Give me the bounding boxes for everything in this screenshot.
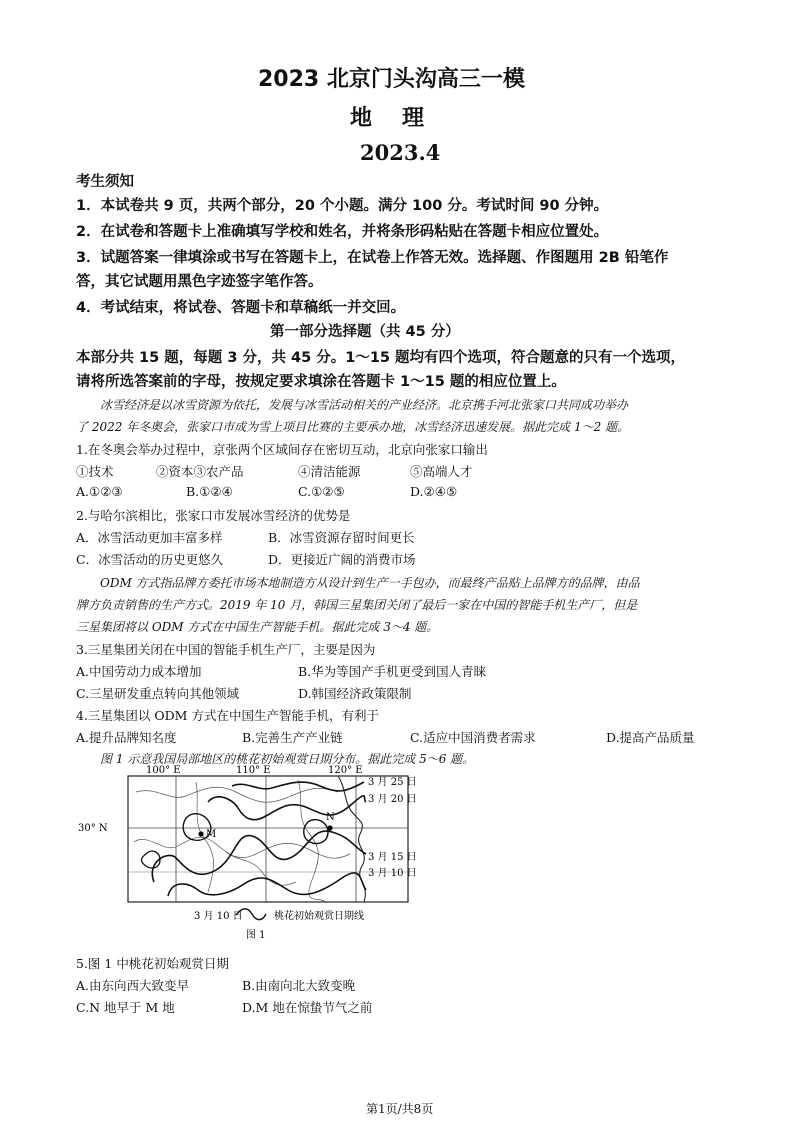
part1-intro: 请将所选答案前的字母，按规定要求填涂在答题卡 1～15 题的相应位置上。 bbox=[76, 374, 566, 390]
notice-item: 3．试题答案一律填涂或书写在答题卡上，在试卷上作答无效。选择题、作图题用 2B 铅笔作 bbox=[76, 250, 669, 266]
figure-caption: 图 1 bbox=[246, 930, 266, 940]
option: A.①②③ bbox=[76, 484, 123, 499]
coastline bbox=[338, 776, 365, 902]
exam-date: 2023.4 bbox=[360, 140, 441, 165]
option: C.三星研发重点转向其他领域 bbox=[76, 686, 240, 701]
lon-label-110: 110° E bbox=[236, 765, 271, 776]
isoline-label: 3 月 20 日 bbox=[368, 794, 416, 805]
passage-line: 牌方负责销售的生产方式。2019 年 10 月，韩国三星集团关闭了最后一家在中国的智能手机生产厂，但是 bbox=[76, 598, 638, 612]
option: B.华为等国产手机更受到国人青睐 bbox=[298, 664, 487, 679]
map-figure bbox=[76, 762, 416, 940]
option: D.提高产品质量 bbox=[606, 730, 695, 745]
option: A.提升品牌知名度 bbox=[76, 730, 177, 745]
isoline-label: 3 月 10 日 bbox=[368, 868, 416, 879]
peach-blossom-map bbox=[76, 762, 416, 940]
q1-item: ④清洁能源 bbox=[298, 464, 361, 479]
point-n-label: N bbox=[326, 812, 335, 823]
option: B.由南向北大致变晚 bbox=[242, 978, 356, 993]
point-m-label: M bbox=[206, 829, 217, 840]
passage-line: 图 1 示意我国局部地区的桃花初始观赏日期分布。据此完成 5～6 题。 bbox=[100, 752, 475, 766]
option: C.N 地早于 M 地 bbox=[76, 1000, 175, 1015]
question-stem: 4.三星集团以 ODM 方式在中国生产智能手机，有利于 bbox=[76, 708, 379, 723]
isoline-mar-10 bbox=[168, 873, 366, 896]
notice-item: 答，其它试题用黑色字迹签字笔作答。 bbox=[76, 274, 323, 290]
option: D．更接近广阔的消费市场 bbox=[268, 552, 416, 567]
passage-line: ODM 方式指品牌方委托市场本地制造方从设计到生产一手包办，而最终产品贴上品牌方的品牌，由品 bbox=[100, 576, 640, 590]
option: A．冰雪活动更加丰富多样 bbox=[76, 530, 223, 545]
notice-item: 4．考试结束，将试卷、答题卡和草稿纸一并交回。 bbox=[76, 300, 406, 316]
option: B.①②④ bbox=[186, 484, 233, 499]
subject-title: 地理 bbox=[350, 106, 455, 131]
option: C.适应中国消费者需求 bbox=[410, 730, 536, 745]
question-stem: 3.三星集团关闭在中国的智能手机生产厂，主要是因为 bbox=[76, 642, 376, 657]
passage-line: 三星集团将以 ODM 方式在中国生产智能手机。据此完成 3～4 题。 bbox=[76, 620, 439, 634]
option: A.由东向西大致变早 bbox=[76, 978, 190, 993]
lon-label-120: 120° E bbox=[328, 765, 363, 776]
isoline-label: 3 月 25 日 bbox=[368, 777, 416, 788]
notice-item: 2．在试卷和答题卡上准确填写学校和姓名，并将条形码粘贴在答题卡相应位置处。 bbox=[76, 224, 609, 240]
exam-title: 2023 北京门头沟高三一模 bbox=[258, 67, 525, 92]
option: B．冰雪资源存留时间更长 bbox=[268, 530, 415, 545]
part1-heading: 第一部分选择题（共 45 分） bbox=[270, 324, 460, 340]
notice-heading: 考生须知 bbox=[76, 174, 134, 190]
option: C．冰雪活动的历史更悠久 bbox=[76, 552, 224, 567]
question-stem: 2.与哈尔滨相比，张家口市发展冰雪经济的优势是 bbox=[76, 508, 351, 523]
map-frame bbox=[128, 776, 408, 902]
lat-label-30: 30° N bbox=[78, 823, 108, 834]
option: D.韩国经济政策限制 bbox=[298, 686, 412, 701]
boundary-line bbox=[298, 780, 326, 902]
option: A.中国劳动力成本增加 bbox=[76, 664, 202, 679]
isoline-mar-20 bbox=[208, 796, 366, 820]
point-m bbox=[198, 831, 203, 836]
boundary-line bbox=[136, 787, 338, 802]
question-stem: 1.在冬奥会举办过程中，京张两个区域间存在密切互动，北京向张家口输出 bbox=[76, 442, 488, 457]
notice-item: 1．本试卷共 9 页，共两个部分，20 个小题。满分 100 分。考试时间 90 分钟。 bbox=[76, 198, 609, 214]
point-n bbox=[327, 825, 332, 830]
isoline-mar-15 bbox=[152, 831, 366, 882]
question-stem: 5.图 1 中桃花初始观赏日期 bbox=[76, 956, 229, 971]
passage-line: 冰雪经济是以冰雪资源为依托，发展与冰雪活动相关的产业经济。北京携手河北张家口共同成功举办 bbox=[100, 398, 629, 412]
option: D.②④⑤ bbox=[410, 484, 458, 499]
page-number: 第1页/共8页 bbox=[366, 1102, 434, 1116]
legend-text: 桃花初始观赏日期线 bbox=[274, 911, 364, 922]
passage-line: 了 2022 年冬奥会，张家口市成为雪上项目比赛的主要承办地，冰雪经济迅速发展。据此完成 1～2 题。 bbox=[76, 420, 630, 434]
option: D.M 地在惊蛰节气之前 bbox=[242, 1000, 373, 1015]
option: B.完善生产产业链 bbox=[242, 730, 343, 745]
part1-intro: 本部分共 15 题，每题 3 分，共 45 分。1～15 题均有四个选项，符合题意的只有一个选项， bbox=[76, 350, 686, 366]
q1-item: ⑤高端人才 bbox=[410, 464, 473, 479]
legend-date: 3 月 10 日 bbox=[194, 911, 243, 922]
isoline-closed bbox=[142, 851, 161, 868]
isoline-mar-25 bbox=[232, 782, 364, 791]
q1-item: ②资本③农产品 bbox=[156, 464, 244, 479]
isoline-label: 3 月 15 日 bbox=[368, 852, 416, 863]
q1-item: ①技术 bbox=[76, 464, 114, 479]
option: C.①②⑤ bbox=[298, 484, 345, 499]
lon-label-100: 100° E bbox=[146, 765, 181, 776]
